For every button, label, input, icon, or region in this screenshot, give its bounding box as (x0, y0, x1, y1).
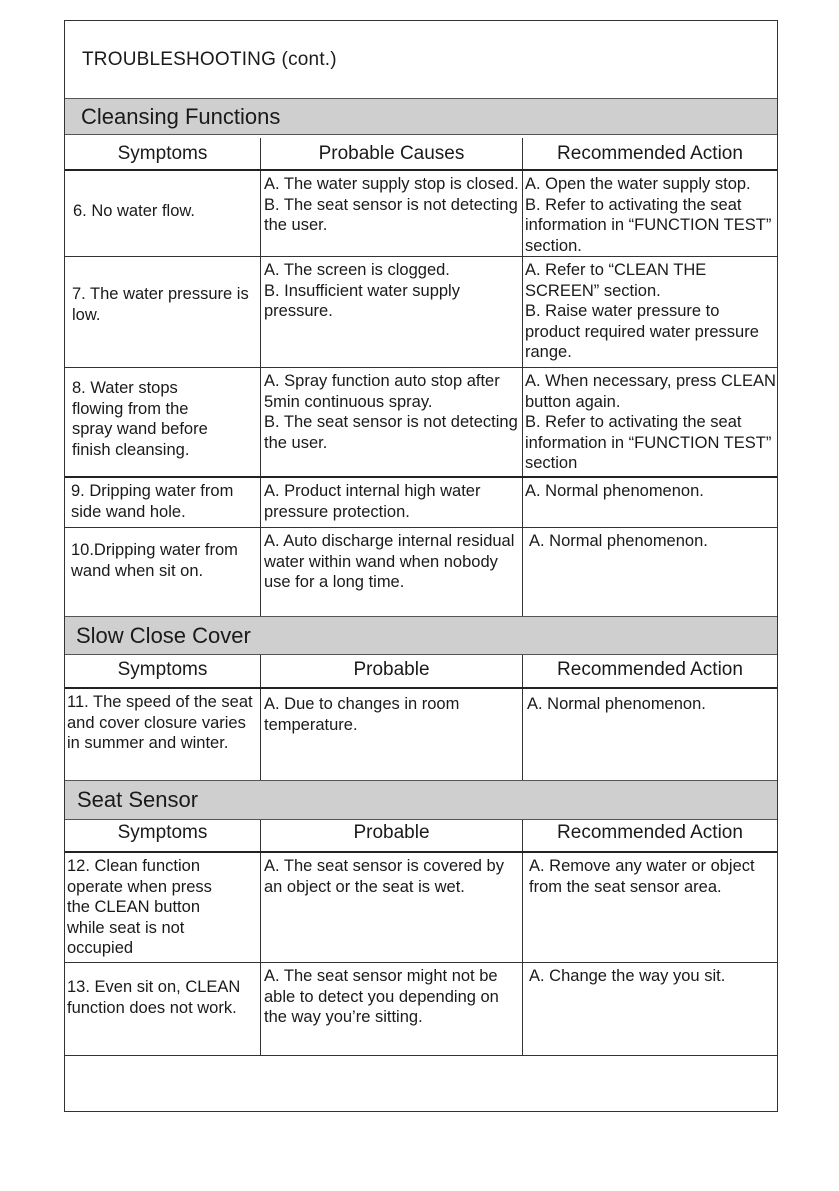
section-title: Cleansing Functions (81, 104, 281, 129)
cause-cell: A. The water supply stop is closed. B. The seat sensor is not detecting the user. (261, 171, 523, 256)
symptom-cell: 7. The water pressure is low. (65, 257, 261, 367)
header-recommended-action: Recommended Action (557, 143, 743, 164)
section-header-seat-sensor (65, 780, 777, 820)
table-row (65, 171, 777, 257)
table-row (65, 689, 777, 780)
action-cell: A. Remove any water or object from the seat sensor area. (529, 857, 755, 896)
header-probable-causes: Probable Causes (261, 138, 523, 169)
symptom-cell: 8. Water stops flowing from the spray wand before finish cleansing. (65, 368, 261, 476)
section-header-cleansing-functions (65, 98, 777, 135)
symptom-cell: 13. Even sit on, CLEAN function does not work. (65, 963, 261, 1055)
symptom-cell: 9. Dripping water from side wand hole. (65, 478, 261, 527)
table-header (65, 820, 777, 853)
header-probable: Probable (261, 820, 523, 851)
symptom-cell: 6. No water flow. (65, 171, 261, 256)
header-symptoms: Symptoms (65, 820, 261, 851)
action-cell: A. Refer to “CLEAN THE SCREEN” section. B. Raise water pressure to product required water pressure range. (525, 261, 759, 361)
cause-cell: A. The seat sensor might not be able to detect you depending on the way you’re sitting. (261, 963, 523, 1055)
action-cell: A. Change the way you sit. (529, 967, 726, 985)
table-row (65, 528, 777, 616)
header-recommended-action: Recommended Action (557, 659, 743, 680)
table-row (65, 963, 777, 1056)
table-row (65, 853, 777, 963)
cause-cell: A. The seat sensor is covered by an object or the seat is wet. (261, 853, 523, 962)
section-title: Seat Sensor (77, 787, 199, 812)
header-symptoms: Symptoms (65, 655, 261, 687)
section-header-slow-close-cover (65, 616, 777, 655)
action-cell: A. Open the water supply stop. B. Refer to activating the seat information in “FUNCTION TEST” section. (525, 175, 772, 255)
action-cell: A. When necessary, press CLEAN button again. B. Refer to activating the seat information in “FUNCTION TEST” section (525, 372, 776, 472)
cause-cell: A. Due to changes in room temperature. (261, 689, 523, 780)
symptom-cell: 11. The speed of the seat and cover closure varies in summer and winter. (65, 689, 261, 780)
header-symptoms: Symptoms (65, 138, 261, 169)
cause-cell: A. The screen is clogged. B. Insufficient water supply pressure. (261, 257, 523, 367)
cause-cell: A. Spray function auto stop after 5min continuous spray. B. The seat sensor is not detecting the user. (261, 368, 523, 476)
troubleshooting-page (64, 20, 778, 1112)
cause-cell: A. Product internal high water pressure protection. (261, 478, 523, 527)
action-cell: A. Normal phenomenon. (525, 482, 704, 500)
table-header (65, 138, 777, 171)
action-cell: A. Normal phenomenon. (527, 695, 706, 713)
header-recommended-action: Recommended Action (557, 822, 743, 843)
table-header (65, 655, 777, 689)
action-cell: A. Normal phenomenon. (529, 532, 708, 550)
symptom-cell: 10.Dripping water from wand when sit on. (65, 528, 261, 616)
symptom-cell: 12. Clean function operate when press the CLEAN button while seat is not occupied (65, 853, 261, 962)
table-row (65, 478, 777, 528)
table-row (65, 368, 777, 478)
cause-cell: A. Auto discharge internal residual water within wand when nobody use for a long time. (261, 528, 523, 616)
section-title: Slow Close Cover (76, 623, 251, 648)
table-row (65, 257, 777, 368)
page-title: TROUBLESHOOTING (cont.) (82, 49, 337, 70)
header-probable: Probable (261, 655, 523, 687)
